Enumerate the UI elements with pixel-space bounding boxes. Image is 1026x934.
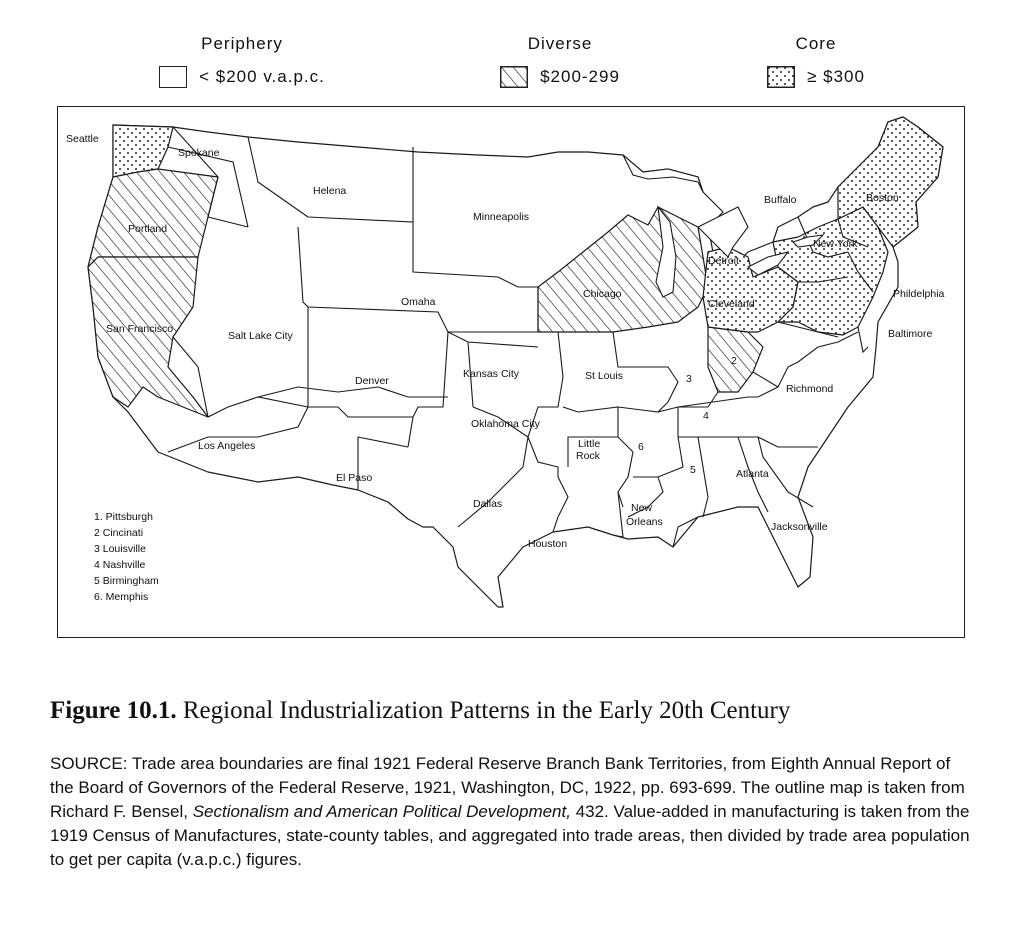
label-boston: Boston <box>866 192 899 204</box>
label-n5: 5 <box>690 464 696 476</box>
label-n6: 6 <box>638 441 644 453</box>
legend-core-label: ≥ $300 <box>807 67 865 86</box>
label-new-orleans-2: Orleans <box>626 516 663 528</box>
label-omaha: Omaha <box>401 296 436 308</box>
label-baltimore: Baltimore <box>888 328 933 340</box>
label-spokane: Spokane <box>178 147 220 159</box>
label-helena: Helena <box>313 185 347 197</box>
source-part2: 432. Value-added in manufacturing is taken from the 1919 Census of Manufactures, state-county tables, and aggregated into trade areas, then divided by trade area population to get per capita (v.a.p.c.) figures. <box>50 802 970 869</box>
key-item-3: 3 Louisville <box>94 543 146 555</box>
source-note <box>50 752 970 872</box>
label-little-rock-2: Rock <box>576 450 600 462</box>
label-salt-lake-city: Salt Lake City <box>228 330 293 342</box>
key-item-6: 6. Memphis <box>94 591 149 603</box>
legend-core-header: Core <box>795 34 837 53</box>
swatch-hatch <box>500 66 528 88</box>
label-seattle: Seattle <box>66 133 99 145</box>
legend-diverse-row <box>430 66 690 88</box>
label-little-rock-1: Little <box>578 438 601 450</box>
label-new-orleans-1: New <box>631 502 653 514</box>
legend-core <box>686 34 946 88</box>
figure-caption <box>50 697 970 725</box>
swatch-blank <box>159 66 187 88</box>
figure-number: Figure 10.1. <box>50 697 177 724</box>
legend-periphery-header: Periphery <box>201 34 283 53</box>
label-philadelphia: Phildelphia <box>893 288 945 300</box>
legend-core-row <box>686 66 946 88</box>
label-st-louis: St Louis <box>585 370 623 382</box>
label-n4: 4 <box>703 410 709 422</box>
label-cleveland: Cleveland <box>708 298 755 310</box>
label-los-angeles: Los Angeles <box>198 440 256 452</box>
label-new-york: New York <box>813 238 858 250</box>
label-denver: Denver <box>355 375 389 387</box>
label-atlanta: Atlanta <box>736 468 769 480</box>
label-minneapolis: Minneapolis <box>473 211 530 223</box>
us-outline <box>88 117 943 607</box>
legend-diverse-header: Diverse <box>527 34 593 53</box>
key-item-4: 4 Nashville <box>94 559 146 571</box>
label-richmond: Richmond <box>786 383 834 395</box>
key-item-1: 1. Pittsburgh <box>94 511 153 523</box>
us-map <box>58 107 965 638</box>
label-jacksonville: Jacksonville <box>771 521 828 533</box>
label-el-paso: El Paso <box>336 472 373 484</box>
label-n2: 2 <box>731 355 737 367</box>
label-san-francisco: San Francisco <box>106 323 174 335</box>
source-part1: SOURCE: Trade area boundaries are final 1921 Federal Reserve Branch Bank Territories, from Eighth Annual Report of the Board of Governors of the Federal Reserve, 1921, Washington, DC, 1922, pp. 693-699. The outline map is taken from Richard F. Bensel, <box>50 754 965 821</box>
label-portland: Portland <box>128 223 168 235</box>
label-oklahoma-city: Oklahoma City <box>471 418 540 430</box>
key-item-2: 2 Cincinati <box>94 527 144 539</box>
map-frame <box>57 106 965 638</box>
label-buffalo: Buffalo <box>764 194 797 206</box>
region-portland <box>88 169 218 267</box>
legend-periphery-row <box>112 66 372 88</box>
label-houston: Houston <box>528 538 568 550</box>
label-dallas: Dallas <box>473 498 503 510</box>
source-italic: Sectionalism and American Political Development, <box>192 802 571 821</box>
label-kansas-city: Kansas City <box>463 368 520 380</box>
key-item-5: 5 Birmingham <box>94 575 159 587</box>
swatch-dots <box>767 66 795 88</box>
legend-periphery-label: < $200 v.a.p.c. <box>199 67 325 86</box>
label-chicago: Chicago <box>583 288 622 300</box>
label-detroit: Detroit <box>708 255 739 267</box>
legend-diverse-label: $200-299 <box>540 67 620 86</box>
label-n3: 3 <box>686 373 692 385</box>
legend-periphery <box>112 34 372 88</box>
legend-diverse <box>430 34 690 88</box>
figure-title: Regional Industrialization Patterns in the Early 20th Century <box>182 697 791 724</box>
